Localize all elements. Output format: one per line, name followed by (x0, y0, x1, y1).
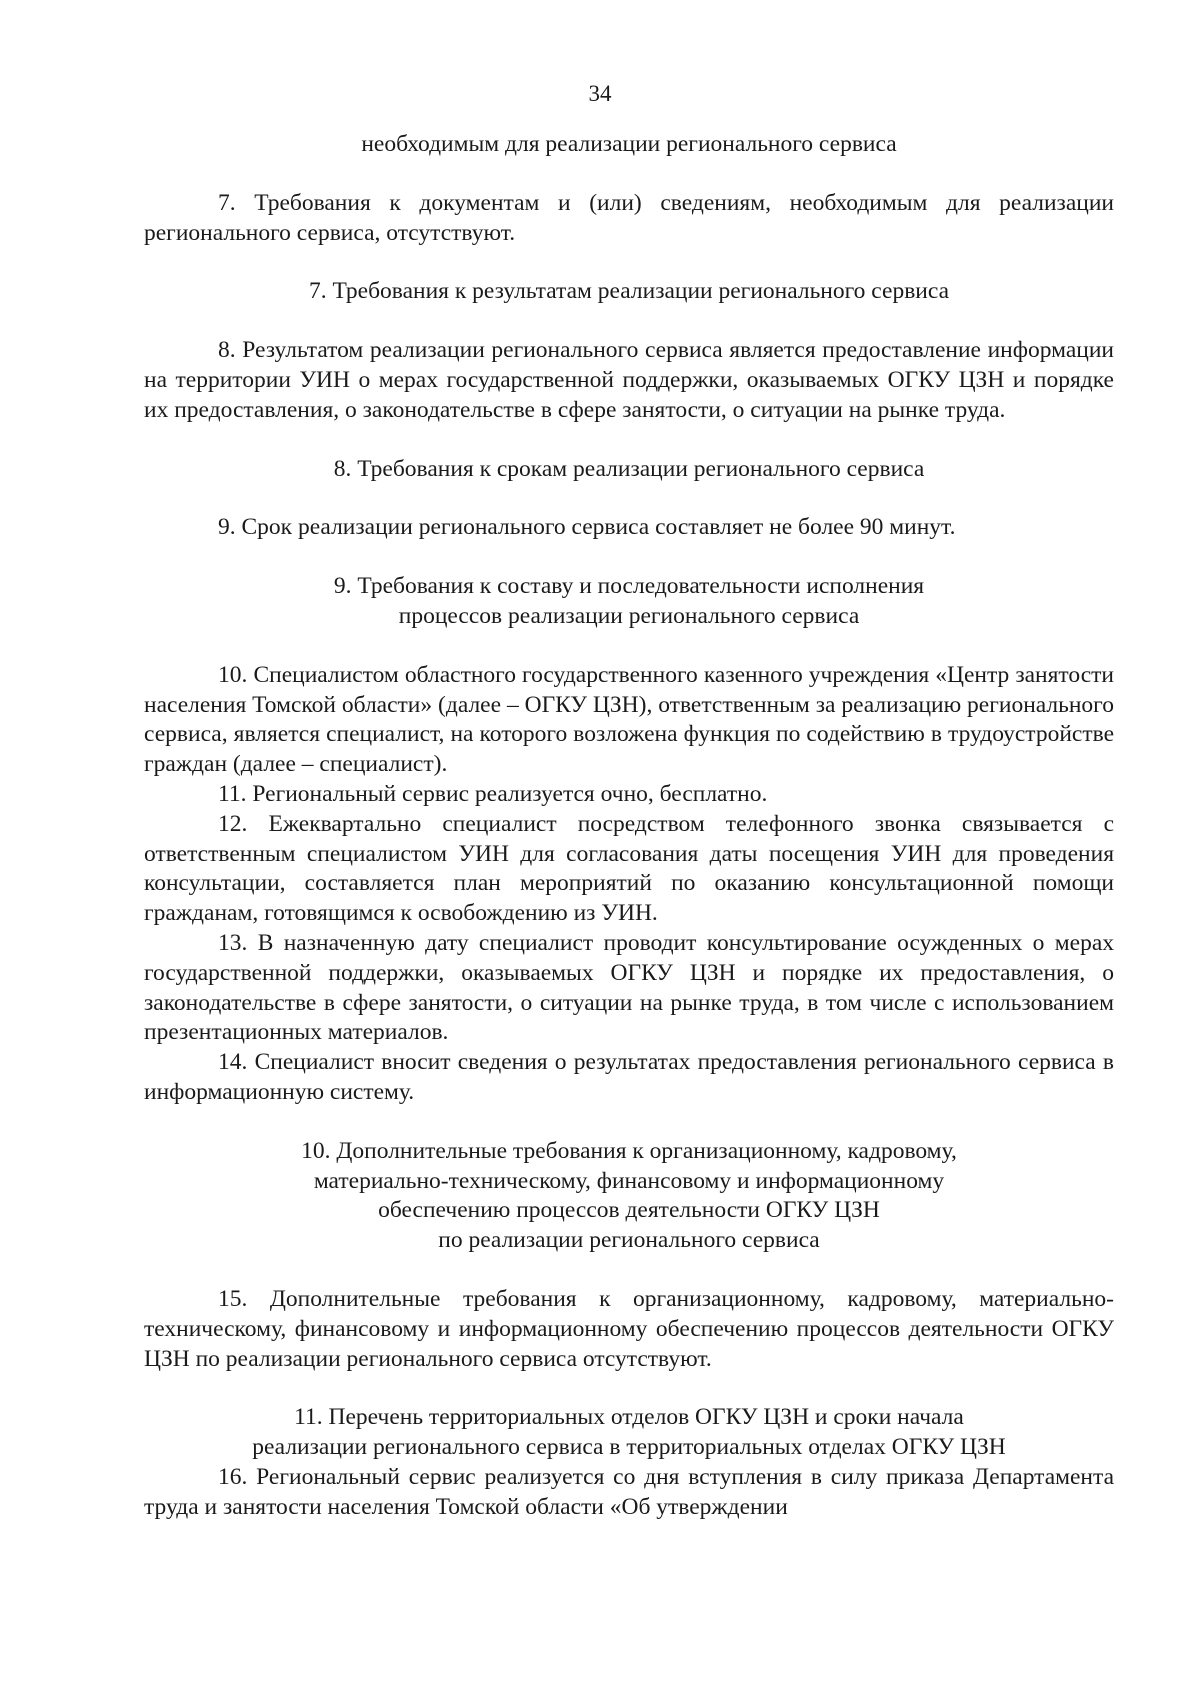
paragraph: 11. Региональный сервис реализуется очно, бесплатно. (218, 780, 768, 807)
section-heading-line: 11. Перечень территориальных отделов ОГКУ ЦЗН и сроки начала (294, 1404, 964, 1431)
section-heading-line: реализации регионального сервиса в территориальных отделах ОГКУ ЦЗН (252, 1434, 1006, 1461)
page-number: 34 (588, 81, 612, 106)
section-heading (144, 1403, 1114, 1463)
paragraph: 14. Специалист вносит сведения о результатах предоставления регионального сервиса в информационную систему. (144, 1049, 1114, 1105)
section-heading-line: процессов реализации регионального сервиса (398, 602, 860, 629)
block-spacer (144, 484, 1114, 513)
paragraph: 8. Результатом реализации регионального сервиса является предоставление информации на территории УИН о мерах государственной поддержки, оказываемых ОГКУ ЦЗН и порядке их предоставления, о законодательстве в сфере занятости, о ситуации на рынке труда. (144, 337, 1114, 423)
paragraph: 12. Ежеквартально специалист посредством телефонного звонка связывается с ответственным специалистом УИН для согласования даты посещения УИН для проведения консультации, составляется план мероприятий по оказанию консультационной помощи гражданам, готовящимся к освобождению из УИН. (144, 810, 1114, 927)
block-spacer (144, 1256, 1114, 1285)
paragraph: 9. Срок реализации регионального сервиса составляет не более 90 минут. (218, 514, 956, 541)
section-heading (144, 1137, 1114, 1256)
section-heading-line: 7. Требования к результатам реализации регионального сервиса (308, 278, 950, 305)
block-spacer (144, 307, 1114, 336)
paragraph: 10. Специалистом областного государственного казенного учреждения «Центр занятости населения Томской области» (далее – ОГКУ ЦЗН), ответственным за реализацию регионального сервиса, является специалист, на которого возложена функция по содействию в трудоустройстве граждан (далее – специалист). (144, 661, 1114, 778)
block-spacer (144, 248, 1114, 277)
section-heading-line: 8. Требования к срокам реализации регионального сервиса (333, 455, 925, 482)
document-body (144, 130, 1114, 1522)
paragraph: 7. Требования к документам и (или) сведениям, необходимым для реализации регионального сервиса, отсутствуют. (144, 189, 1114, 246)
block-spacer (144, 632, 1114, 661)
section-heading-line: по реализации регионального сервиса (438, 1227, 820, 1254)
block-spacer (144, 1374, 1114, 1403)
section-heading (144, 130, 1114, 160)
paragraph: 13. В назначенную дату специалист проводит консультирование осужденных о мерах государственной поддержки, оказываемых ОГКУ ЦЗН и порядке их предоставления, о законодательстве в сфере занятости, о ситуации на рынке труда, в том числе с использованием презентационных материалов. (144, 929, 1114, 1046)
block-spacer (144, 543, 1114, 572)
block-spacer (144, 160, 1114, 189)
section-heading (144, 455, 1114, 485)
section-heading-line: необходимым для реализации регионального сервиса (361, 131, 897, 157)
section-heading (144, 277, 1114, 307)
section-heading-line: 9. Требования к составу и последовательности исполнения (333, 573, 925, 600)
paragraph: 16. Региональный сервис реализуется со дня вступления в силу приказа Департамента труда и занятости населения Томской области «Об утверждении (144, 1463, 1114, 1520)
section-heading-line: 10. Дополнительные требования к организационному, кадровому, (301, 1137, 957, 1164)
section-heading-line: материально-техническому, финансовому и информационному (313, 1167, 945, 1194)
paragraph: 15. Дополнительные требования к организационному, кадровому, материально-техническому, финансовому и информационному обеспечению процессов деятельности ОГКУ ЦЗН по реализации регионального сервиса отсутствуют. (144, 1285, 1114, 1372)
section-heading (144, 572, 1114, 632)
section-heading-line: обеспечению процессов деятельности ОГКУ ЦЗН (378, 1197, 880, 1224)
block-spacer (144, 426, 1114, 455)
block-spacer (144, 1108, 1114, 1137)
